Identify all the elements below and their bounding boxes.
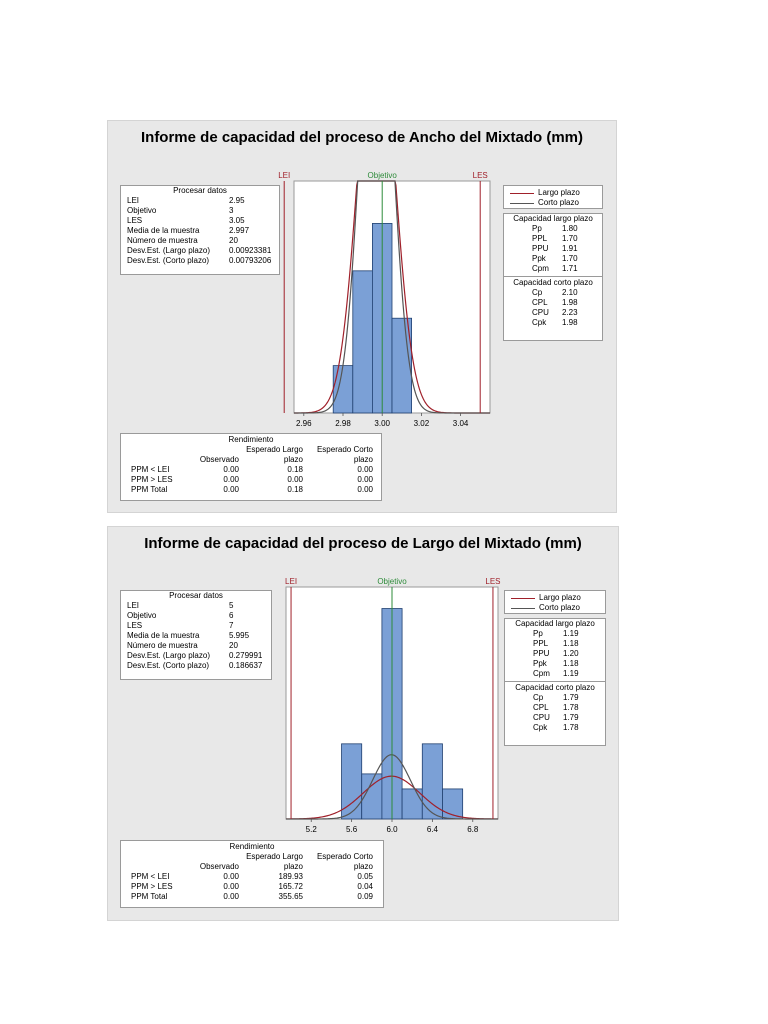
legend-item-short: Corto plazo (505, 603, 605, 613)
x-tick-label: 3.00 (374, 419, 390, 428)
ppm-corto: 0.05 (357, 872, 373, 881)
capability-box (504, 618, 606, 746)
stat-value: 2.23 (562, 308, 578, 317)
stat-value: 1.78 (563, 703, 579, 712)
stat-label: Desv.Est. (Corto plazo) (127, 256, 210, 265)
x-tick-label: 3.02 (413, 419, 430, 428)
lei-label: LEI (285, 577, 298, 586)
ppm-label: PPM > LES (131, 882, 173, 891)
stat-label: Ppk (533, 659, 547, 668)
stat-row (504, 318, 602, 328)
stat-value: 1.91 (562, 244, 578, 253)
stat-value: 5.995 (229, 631, 250, 640)
stat-label: CPU (532, 308, 549, 317)
stat-label: Ppk (532, 254, 546, 263)
stat-row (504, 234, 602, 244)
stat-value: 0.00793206 (229, 256, 272, 265)
stat-value: 0.186637 (229, 661, 263, 670)
ppm-label: PPM < LEI (131, 465, 170, 474)
stat-label: Media de la muestra (127, 226, 200, 235)
stat-row (505, 669, 605, 679)
performance-box (120, 840, 384, 908)
stat-row (121, 206, 279, 216)
stat-value: 1.79 (563, 693, 579, 702)
ppm-corto: 0.00 (357, 465, 373, 474)
process-data-header: Procesar datos (173, 186, 227, 195)
ppm-label: PPM Total (131, 892, 168, 901)
stat-label: PPL (532, 234, 548, 243)
x-tick-label: 6.0 (386, 825, 398, 834)
legend (503, 185, 603, 209)
histogram-plot (282, 575, 502, 839)
stat-value: 2.997 (229, 226, 250, 235)
stat-value: 3.05 (229, 216, 245, 225)
stat-row (505, 629, 605, 639)
col-header: Esperado Largo (246, 852, 303, 861)
stat-value: 20 (229, 236, 238, 245)
objetivo-label: Objetivo (377, 577, 407, 586)
stat-label: Número de muestra (127, 236, 198, 245)
stat-value: 20 (229, 641, 238, 650)
ppm-observado: 0.00 (223, 872, 239, 881)
stat-row (505, 713, 605, 723)
stat-value: 1.70 (562, 254, 578, 263)
stat-row (121, 651, 271, 661)
stat-row (504, 244, 602, 254)
ppm-largo: 355.65 (278, 892, 303, 901)
ppm-label: PPM > LES (131, 475, 173, 484)
performance-header: Rendimiento (229, 842, 275, 851)
stat-value: 1.71 (562, 264, 578, 273)
ppm-corto: 0.00 (357, 485, 373, 494)
col-header: Esperado Corto (316, 445, 373, 454)
ppm-label: PPM Total (131, 485, 168, 494)
legend-item-long: Largo plazo (505, 593, 605, 603)
stat-label: CPU (533, 713, 550, 722)
ppm-observado: 0.00 (223, 882, 239, 891)
x-tick-label: 6.4 (426, 825, 438, 834)
capability-report-1 (107, 120, 617, 513)
stat-value: 0.00923381 (229, 246, 272, 255)
ppm-largo: 0.00 (287, 475, 303, 484)
col-header: Esperado Largo (246, 445, 303, 454)
stat-label: Media de la muestra (127, 631, 200, 640)
cap-short-header: Capacidad corto plazo (505, 681, 605, 693)
col-header: Observado (199, 862, 239, 871)
stat-value: 2.95 (229, 196, 245, 205)
stat-value: 5 (229, 601, 234, 610)
stat-row (504, 308, 602, 318)
chart-title: Informe de capacidad del proceso de Largo del Mixtado (mm) (144, 535, 582, 552)
cap-long-header: Capacidad largo plazo (515, 619, 595, 628)
stat-label: PPU (532, 244, 549, 253)
ppm-largo: 0.18 (287, 465, 303, 474)
stat-row (504, 224, 602, 234)
process-data-box (120, 590, 272, 680)
ppm-label: PPM < LEI (131, 872, 170, 881)
stat-label: Cpk (533, 723, 548, 732)
stat-value: 1.98 (562, 298, 578, 307)
stat-value: 7 (229, 621, 234, 630)
stat-row (121, 631, 271, 641)
stat-label: Cpk (532, 318, 547, 327)
stat-label: Objetivo (127, 206, 157, 215)
stat-label: Cpm (533, 669, 550, 678)
stat-value: 1.80 (562, 224, 578, 233)
ppm-largo: 189.93 (278, 872, 303, 881)
col-header: plazo (353, 862, 373, 871)
x-tick-label: 2.98 (335, 419, 351, 428)
stat-label: CPL (533, 703, 549, 712)
legend-item-long: Largo plazo (504, 188, 602, 198)
stat-row (504, 254, 602, 264)
ppm-corto: 0.09 (357, 892, 373, 901)
stat-row (505, 693, 605, 703)
lei-label: LEI (278, 171, 291, 180)
ppm-observado: 0.00 (223, 892, 239, 901)
performance-header: Rendimiento (228, 435, 274, 444)
stat-row (121, 216, 279, 226)
stat-label: Objetivo (127, 611, 157, 620)
stat-label: Desv.Est. (Largo plazo) (127, 246, 210, 255)
stat-label: Cpm (532, 264, 549, 273)
stat-row (121, 661, 271, 671)
stat-row (505, 639, 605, 649)
stat-value: 1.70 (562, 234, 578, 243)
stat-row (121, 611, 271, 621)
cap-long-header: Capacidad largo plazo (513, 214, 593, 223)
ppm-corto: 0.04 (357, 882, 373, 891)
ppm-observado: 0.00 (223, 465, 239, 474)
legend-item-short: Corto plazo (504, 198, 602, 208)
stat-row (505, 659, 605, 669)
stat-label: LES (127, 216, 143, 225)
col-header: plazo (283, 862, 303, 871)
stat-row (505, 703, 605, 713)
x-tick-label: 5.6 (346, 825, 358, 834)
x-tick-label: 5.2 (305, 825, 317, 834)
col-header: Observado (199, 455, 239, 464)
ppm-corto: 0.00 (357, 475, 373, 484)
stat-row (121, 196, 279, 206)
stat-label: LEI (127, 601, 140, 610)
stat-label: PPL (533, 639, 549, 648)
stat-label: Desv.Est. (Corto plazo) (127, 661, 210, 670)
histogram-bar (422, 744, 442, 819)
process-data-header: Procesar datos (169, 591, 223, 600)
histogram-bar (333, 366, 353, 413)
stat-label: LES (127, 621, 143, 630)
ppm-observado: 0.00 (223, 475, 239, 484)
stat-row (121, 621, 271, 631)
stat-value: 1.18 (563, 639, 579, 648)
ppm-observado: 0.00 (223, 485, 239, 494)
stat-label: Número de muestra (127, 641, 198, 650)
stat-value: 1.98 (562, 318, 578, 327)
legend (504, 590, 606, 614)
stat-value: 6 (229, 611, 234, 620)
x-tick-label: 2.96 (296, 419, 312, 428)
les-label: LES (472, 171, 488, 180)
ppm-largo: 165.72 (278, 882, 303, 891)
histogram-bar (353, 271, 373, 413)
stat-row (121, 236, 279, 246)
stat-value: 1.19 (563, 669, 579, 678)
stat-label: LEI (127, 196, 140, 205)
ppm-largo: 0.18 (287, 485, 303, 494)
stat-row (504, 288, 602, 298)
process-data-box (120, 185, 280, 275)
cap-short-header: Capacidad corto plazo (504, 276, 602, 288)
x-tick-label: 3.04 (452, 419, 469, 428)
stat-value: 1.78 (563, 723, 579, 732)
stat-label: CPL (532, 298, 548, 307)
stat-row (504, 298, 602, 308)
stat-label: Cp (532, 288, 543, 297)
stat-row (505, 649, 605, 659)
capability-report-2 (107, 526, 619, 921)
x-tick-label: 6.8 (467, 825, 479, 834)
col-header: plazo (353, 455, 373, 464)
performance-box (120, 433, 382, 501)
stat-label: Desv.Est. (Largo plazo) (127, 651, 210, 660)
stat-row (505, 723, 605, 733)
stat-row (504, 264, 602, 274)
col-header: Esperado Corto (316, 852, 373, 861)
histogram-plot (278, 169, 494, 433)
histogram-bar (402, 789, 422, 819)
stat-label: Pp (532, 224, 542, 233)
stat-label: Pp (533, 629, 543, 638)
stat-value: 1.19 (563, 629, 579, 638)
stat-value: 1.20 (563, 649, 579, 658)
stat-value: 2.10 (562, 288, 578, 297)
chart-title: Informe de capacidad del proceso de Ancho del Mixtado (mm) (140, 129, 584, 146)
stat-row (121, 256, 279, 266)
col-header: plazo (283, 455, 303, 464)
stat-value: 3 (229, 206, 234, 215)
stat-row (121, 641, 271, 651)
stat-row (121, 246, 279, 256)
stat-value: 0.279991 (229, 651, 263, 660)
capability-box (503, 213, 603, 341)
objetivo-label: Objetivo (367, 171, 397, 180)
stat-label: Cp (533, 693, 544, 702)
stat-value: 1.79 (563, 713, 579, 722)
stat-label: PPU (533, 649, 550, 658)
stat-row (121, 601, 271, 611)
stat-row (121, 226, 279, 236)
les-label: LES (485, 577, 501, 586)
stat-value: 1.18 (563, 659, 579, 668)
